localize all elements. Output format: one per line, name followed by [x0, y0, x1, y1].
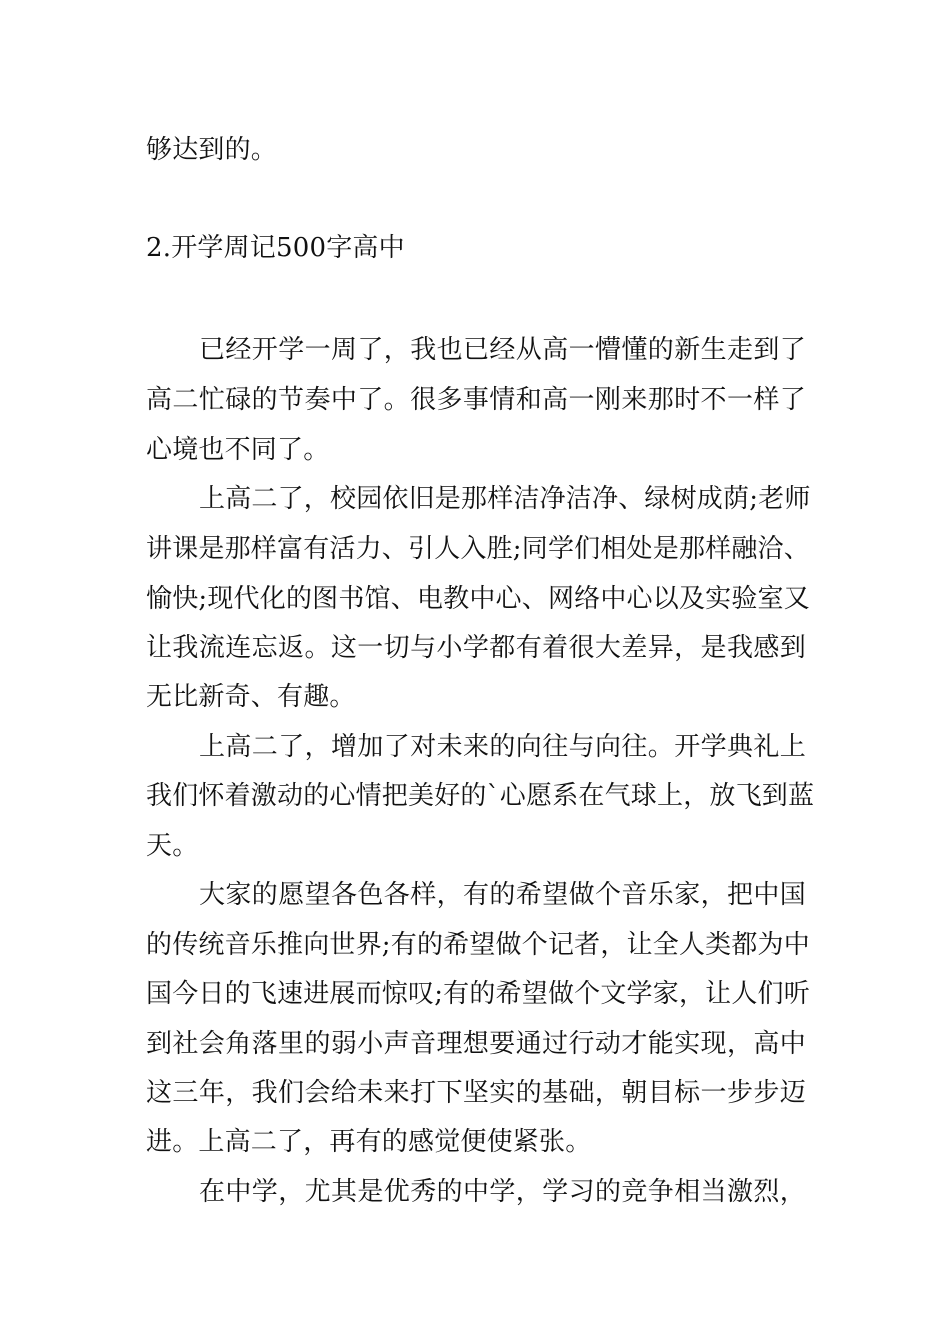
paragraph-line: 天。: [146, 831, 199, 861]
paragraph-line: 高二忙碌的节奏中了。很多事情和高一刚来那时不一样了: [146, 385, 806, 415]
paragraph-line: 的传统音乐推向世界;有的希望做个记者，让全人类都为中: [146, 930, 810, 960]
paragraph-line: 国今日的飞速进展而惊叹;有的希望做个文学家，让人们听: [146, 979, 810, 1009]
paragraph-line: 上高二了，校园依旧是那样洁净洁净、绿树成荫;老师: [199, 484, 811, 514]
section-heading: 2.开学周记500字高中: [146, 233, 405, 263]
paragraph-line: 够达到的。: [146, 135, 278, 165]
paragraph-line: 这三年，我们会给未来打下坚实的基础，朝目标一步步迈: [146, 1078, 806, 1108]
paragraph-line: 上高二了，增加了对未来的向往与向往。开学典礼上: [199, 732, 806, 762]
paragraph-line: 心境也不同了。: [146, 435, 330, 465]
paragraph-line: 进。上高二了，再有的感觉便使紧张。: [146, 1127, 592, 1157]
paragraph-line: 无比新奇、有趣。: [146, 682, 356, 712]
paragraph-line: 讲课是那样富有活力、引人入胜;同学们相处是那样融洽、: [146, 534, 810, 564]
paragraph-line: 已经开学一周了，我也已经从高一懵懂的新生走到了: [199, 335, 806, 365]
paragraph-line: 我们怀着激动的心情把美好的`心愿系在气球上，放飞到蓝: [146, 781, 815, 811]
paragraph-line: 愉快;现代化的图书馆、电教中心、网络中心以及实验室又: [146, 584, 810, 614]
paragraph-line: 大家的愿望各色各样，有的希望做个音乐家，把中国: [199, 880, 806, 910]
paragraph-line: 在中学，尤其是优秀的中学，学习的竞争相当激烈，: [199, 1177, 806, 1207]
paragraph-line: 到社会角落里的弱小声音理想要通过行动才能实现，高中: [146, 1029, 806, 1059]
paragraph-line: 让我流连忘返。这一切与小学都有着很大差异，是我感到: [146, 633, 806, 663]
